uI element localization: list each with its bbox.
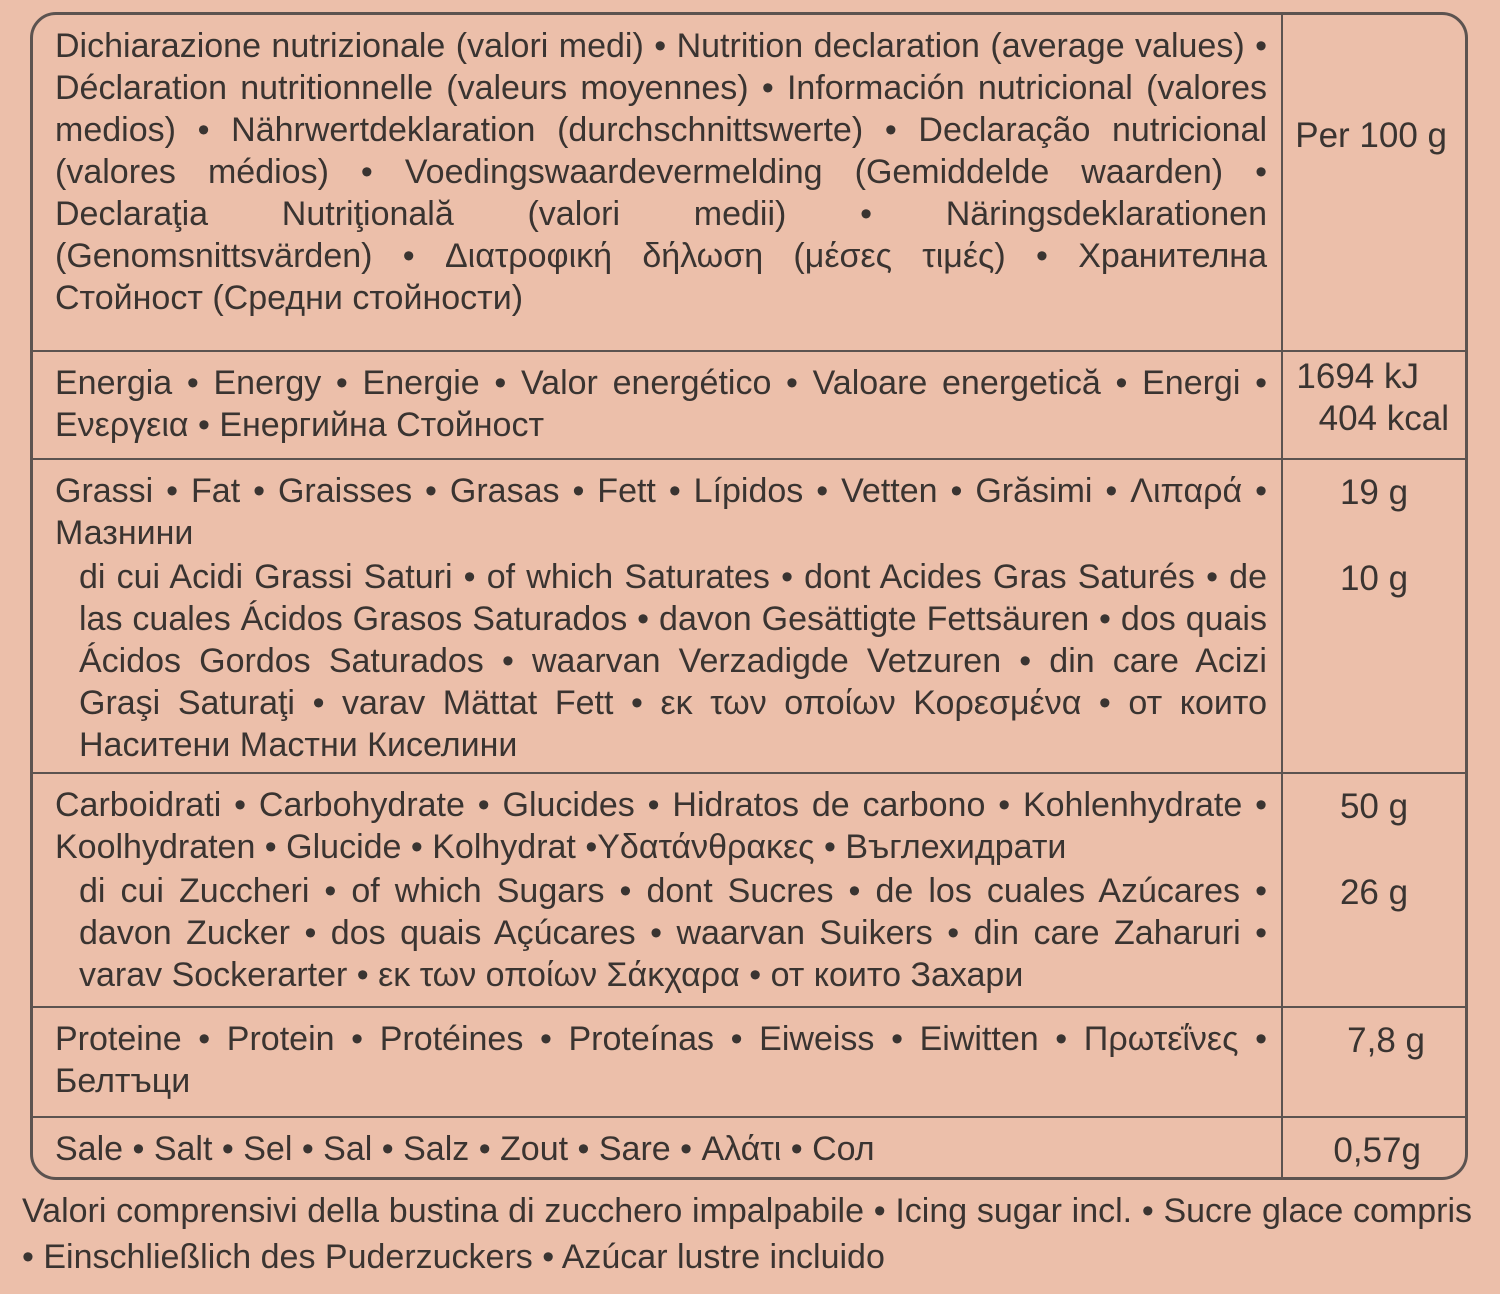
protein-row [33, 1007, 1465, 1117]
saturates-value: 10 g [1339, 559, 1409, 598]
salt-row [33, 1117, 1465, 1177]
protein-value: 7,8 g [1347, 1021, 1425, 1060]
salt-value: 0,57g [1333, 1131, 1421, 1170]
nutrition-table [33, 15, 1465, 1177]
icing-sugar-footnote: Valori comprensivi della bustina di zucchero impalpabile • Icing sugar incl. • Sucre glace compris • Einschließlich des Puderzuckers • Azúcar lustre incluido [22, 1192, 1472, 1276]
protein-label: Proteine • Protein • Protéines • Proteínas • Eiweiss • Eiwitten • Πρωτεΐνες • Белтъци [55, 1020, 1267, 1100]
energy-row [33, 351, 1465, 459]
energy-kj-value: 1694 kJ [1296, 357, 1419, 396]
carbohydrate-row [33, 773, 1465, 1007]
carbohydrate-label: Carboidrati • Carbohydrate • Glucides • Hidratos de carbono • Kohlenhydrate • Koolhydraten • Glucide • Kolhydrat •Υδατάνθρακες • Въглехидрати [55, 786, 1267, 866]
header-label: Dichiarazione nutrizionale (valori medi) • Nutrition declaration (average values) • Déclaration nutritionnelle (valeurs moyennes) • Información nutricional (valores medios) • Nährwertdeklaration (durchschnittswerte) • Declaração nutricional (valores médios) • Voedingswaardevermelding (Gemiddelde waarden) • Declaraţia Nutriţională (valori medii) • Näringsdeklarationen (Genomsnittsvärden) • Διατροφική δήλωση (μέσες τιμές) • Хранителна Стойност (Средни стойности) [55, 27, 1267, 317]
fat-label: Grassi • Fat • Graisses • Grasas • Fett • Lípidos • Vetten • Grăsimi • Λιπαρά • Мазнини [55, 472, 1267, 552]
header-value: Per 100 g [1295, 116, 1447, 155]
sugars-value: 26 g [1339, 873, 1409, 912]
salt-label: Sale • Salt • Sel • Sal • Salz • Zout • Sare • Αλάτι • Сол [55, 1130, 875, 1168]
energy-kcal-value: 404 kcal [1318, 399, 1449, 438]
saturates-label: di cui Acidi Grassi Saturi • of which Saturates • dont Acides Gras Saturés • de las cuales Ácidos Grasos Saturados • davon Gesättigte Fettsäuren • dos quais Ácidos Gordos Saturados • waarvan Verzadigde Vetzuren • din care Acizi Graşi Saturaţi • varav Mättat Fett • εκ των οποίων Κορεσμένα • от които Наситени Мастни Киселини [79, 558, 1267, 764]
header-row [33, 15, 1465, 351]
fat-value: 19 g [1339, 473, 1409, 512]
nutrition-table-panel [30, 12, 1468, 1180]
sugars-label: di cui Zuccheri • of which Sugars • dont Sucres • de los cuales Azúcares • davon Zucker • dos quais Açúcares • waarvan Suikers • din care Zaharuri • varav Sockerarter • εκ των οποίων Σάκχαρα • от които Захари [79, 872, 1267, 994]
carbohydrate-value: 50 g [1339, 787, 1409, 826]
fat-row [33, 459, 1465, 773]
energy-label: Energia • Energy • Energie • Valor energético • Valoare energetică • Energi • Ενεργεια • Енергийна Стойност [55, 364, 1267, 444]
